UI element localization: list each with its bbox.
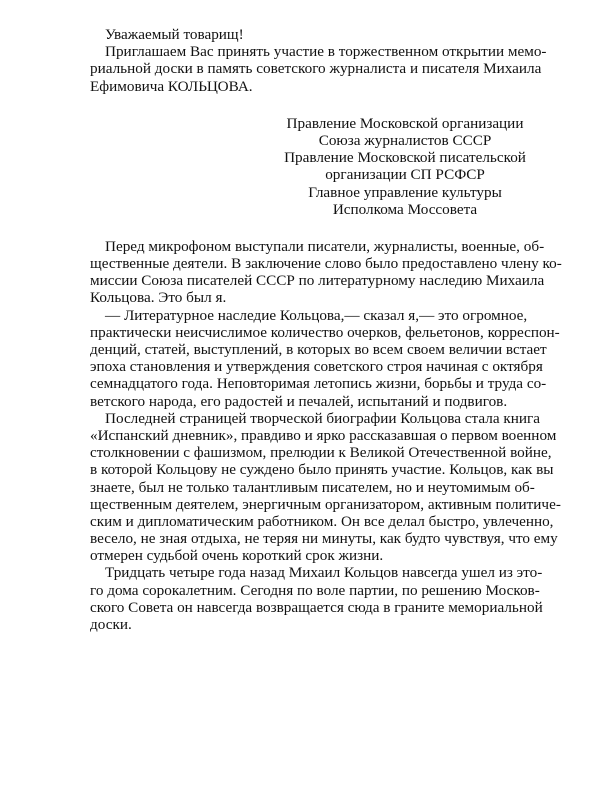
text-line: практически неисчислимое количество очерков, фельетонов, корреспон- — [90, 323, 560, 341]
paragraph — [90, 409, 561, 565]
letter-greeting: Уважаемый товарищ! — [105, 26, 244, 43]
text-line: ского Совета он навсегда возвращается сюда в граните мемориальной — [90, 598, 543, 616]
letter-signature — [260, 115, 550, 218]
paragraph — [90, 237, 562, 307]
text-line: весело, не зная отдыха, не теряя ни минуты, как будто чувствуя, что ему — [90, 530, 558, 548]
text-line: семнадцатого года. Неповторимая летопись жизни, борьбы и труда со- — [90, 375, 547, 393]
signature-line: Правление Московской организации — [286, 114, 524, 132]
signature-line: Главное управление культуры — [308, 183, 502, 201]
text-line: отмерен судьбой очень короткий срок жизни. — [90, 547, 384, 565]
signature-line: Исполкома Моссовета — [332, 200, 478, 218]
narrative-text — [90, 237, 562, 633]
text-line: доски. — [90, 616, 132, 633]
document-page — [90, 26, 562, 633]
invitation-line: Приглашаем Вас принять участие в торжественном открытии мемо- — [105, 43, 547, 61]
text-line: Последней страницей творческой биографии Кольцова стала книга — [105, 409, 540, 427]
signature-line: организации СП РСФСР — [325, 166, 485, 184]
paragraph — [90, 564, 543, 633]
text-line: го дома сорокалетним. Сегодня по воле партии, по решению Москов- — [90, 581, 540, 599]
text-line: миссии Союза писателей СССР по литературному наследию Михаила — [90, 272, 545, 290]
signature-line: Союза журналистов СССР — [318, 131, 492, 149]
text-line: щественные деятели. В заключение слово было предоставлено члену ко- — [90, 255, 562, 273]
text-line: в которой Кольцову не суждено было принять участие. Кольцов, как вы — [90, 461, 554, 479]
text-line: «Испанский дневник», правдиво и ярко рассказавшая о первом военном — [90, 426, 557, 444]
text-line: эпоха становления и утверждения советского строя начиная с октября — [90, 358, 543, 376]
text-line: столкновении с фашизмом, прелюдии к Великой Отечественной войне, — [90, 444, 552, 462]
invitation-letter — [90, 26, 547, 95]
invitation-line: риальной доски в память советского журналиста и писателя Михаила — [90, 60, 542, 78]
text-line: ветского народа, его радостей и печалей, испытаний и подвигов. — [90, 392, 508, 410]
text-line: Кольцова. Это был я. — [90, 289, 227, 307]
text-line: щественным деятелем, энергичным организатором, активным политиче- — [90, 495, 561, 513]
text-line: знаете, был не только талантливым писателем, но и неутомимым об- — [90, 478, 535, 496]
text-line: Перед микрофоном выступали писатели, журналисты, военные, об- — [105, 237, 545, 255]
text-line: денций, статей, выступлений, в которых во всем своем величии встает — [90, 341, 547, 358]
text-line: — Литературное наследие Кольцова,— сказал я,— это огромное, — [105, 306, 528, 324]
text-line: Тридцать четыре года назад Михаил Кольцов навсегда ушел из это- — [105, 564, 543, 582]
invitation-line: Ефимовича КОЛЬЦОВА. — [90, 77, 253, 95]
signature-line: Правление Московской писательской — [284, 149, 526, 167]
paragraph — [90, 306, 560, 410]
text-line: ским и дипломатическим работником. Он все делал быстро, увлеченно, — [90, 512, 554, 530]
